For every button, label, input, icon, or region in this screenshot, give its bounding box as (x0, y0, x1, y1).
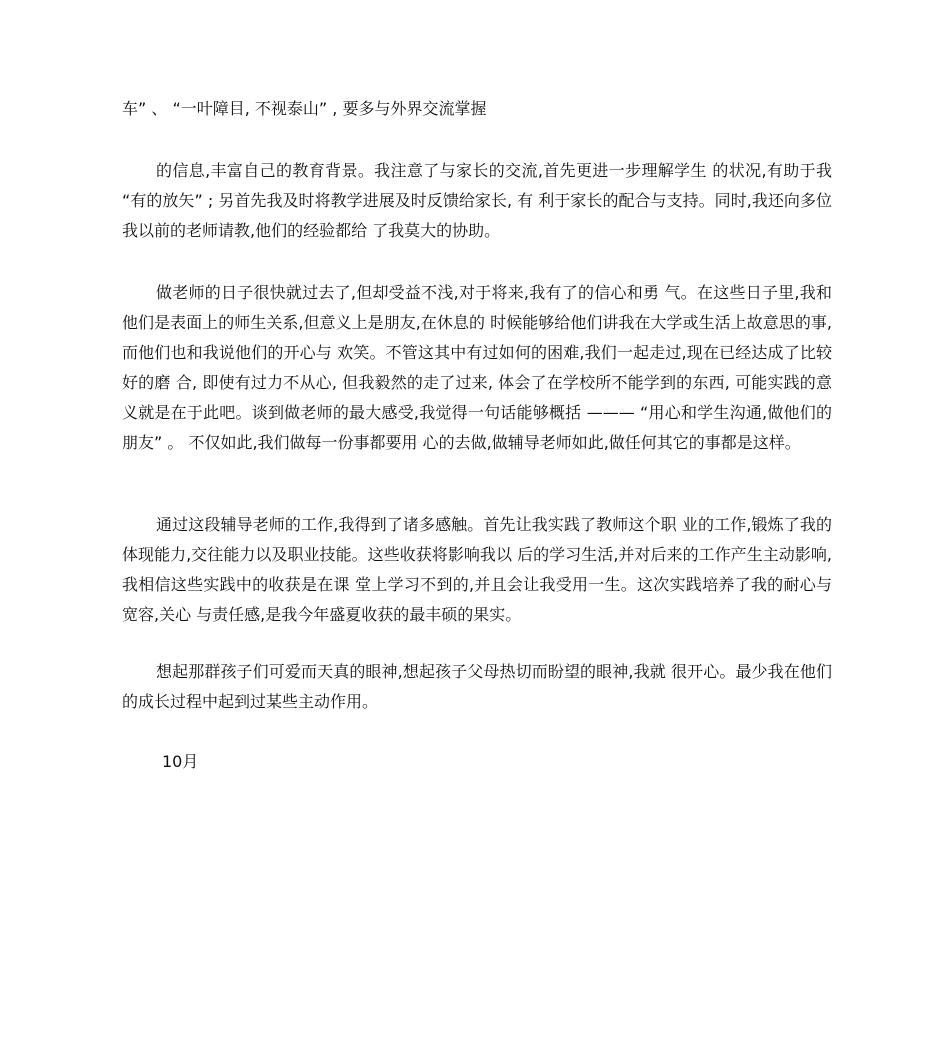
date-line: 10月 (162, 752, 199, 771)
paragraph-closing-thoughts: 想起那群孩子们可爱而天真的眼神,想起孩子父母热切而盼望的眼神,我就 很开心。最少我在他们的成长过程中起到过某些主动作用。 (122, 662, 832, 711)
paragraph-practice-gains: 通过这段辅导老师的工作,我得到了诸多感触。首先让我实践了教师这个职 业的工作,锻炼了我的体现能力,交往能力以及职业技能。这些收获将影响我以 后的学习生活,并对后来的工作产生主动影响,我相信这些实践中的收获是在课 堂上学习不到的,并且会让我受用一生。这次实践培养了我的耐心与宽容,关心 与责任感,是我今年盛夏收获的最丰硕的果实。 (122, 515, 832, 624)
paragraph-continuation: 车” 、 “一叶障目, 不视泰山” , 要多与外界交流掌握 (122, 99, 487, 118)
paragraph-teaching-experience: 做老师的日子很快就过去了,但却受益不浅,对于将来,我有了的信心和勇 气。在这些日子里,我和他们是表面上的师生关系,但意义上是朋友,在休息的 时候能够给他们讲我在大学或生活上故意思的事,而他们也和我说他们的开心与 欢笑。不管这其中有过如何的困难,我们一起走过,现在已经达成了比较好的磨 合, 即使有过力不从心, 但我毅然的走了过来, 体会了在学校所不能学到的东西, 可能实践的意义就是在于此吧。谈到做老师的最大感受,我觉得一句话能够概括 ——— “用心和学生沟通,做他们的朋友” 。 不仅如此,我们做每一份事都要用 心的去做,做辅导老师如此,做任何其它的事都是这样。 (122, 283, 832, 452)
paragraph-parent-communication: 的信息,丰富自己的教育背景。我注意了与家长的交流,首先更进一步理解学生 的状况,有助于我 “有的放矢” ; 另首先我及时将教学进展及时反馈给家长, 有 利于家长的配合与支持。同时,我还向多位我以前的老师请教,他们的经验都给 了我莫大的协助。 (122, 161, 832, 240)
